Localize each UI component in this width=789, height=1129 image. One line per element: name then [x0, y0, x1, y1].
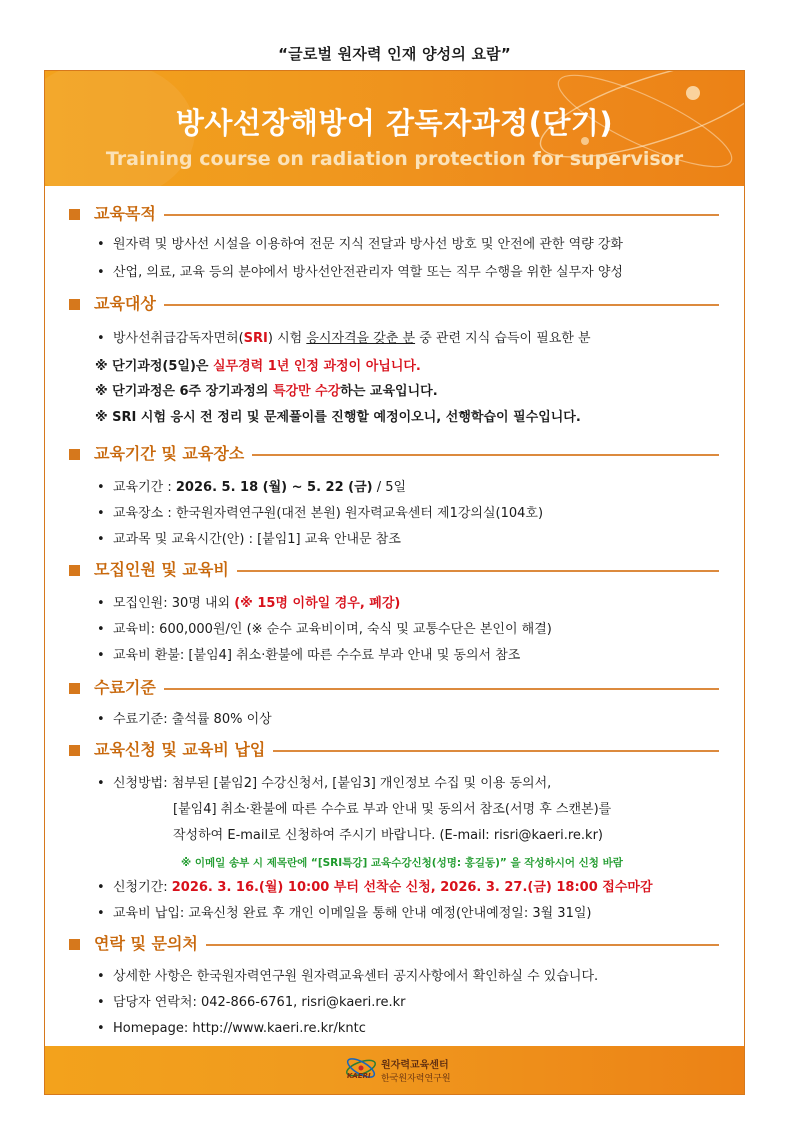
- list-item: • 교과목 및 교육시간(안) : [붙임1] 교육 안내문 참조: [97, 532, 401, 547]
- list-item: • 교육비: 600,000원/인 (※ 순수 교육비이며, 숙식 및 교통수단은 본인이 해결): [97, 622, 552, 637]
- list-item: • 담당자 연락처: 042-866-6761, risri@kaeri.re.kr: [97, 995, 406, 1010]
- section-title: 교육목적: [94, 202, 164, 226]
- section-title: 교육대상: [94, 292, 164, 316]
- section-divider: [94, 214, 719, 216]
- section-divider: [94, 304, 719, 306]
- section-title: 교육기간 및 교육장소: [94, 442, 252, 466]
- section-divider: [94, 688, 719, 690]
- square-bullet-icon: [69, 683, 80, 694]
- email-subject-note: ※ 이메일 송부 시 제목란에 “[SRI특강] 교육수강신청(성명: 홍길동)” 을 작성하시어 신청 바람: [181, 857, 623, 869]
- section-criteria: [69, 676, 719, 702]
- logo-kaeri-text: KAERI: [347, 1072, 371, 1080]
- homepage-link[interactable]: • Homepage: http://www.kaeri.re.kr/kntc: [97, 1021, 366, 1036]
- section-target: [69, 292, 719, 318]
- list-item: • 모집인원: 30명 내외 (※ 15명 이하일 경우, 폐강): [97, 596, 401, 611]
- section-apply: [69, 738, 719, 764]
- list-item: • 원자력 및 방사선 시설을 이용하여 전문 지식 전달과 방사선 방호 및 안전에 관한 역량 강화: [97, 237, 623, 252]
- notice-line: ※ 단기과정(5일)은 실무경력 1년 인정 과정이 아닙니다.: [95, 359, 421, 374]
- notice-line: ※ 단기과정은 6주 장기과정의 특강만 수강하는 교육입니다.: [95, 384, 438, 399]
- atom-logo-icon: [341, 1054, 381, 1086]
- notice-line: ※ SRI 시험 응시 전 정리 및 문제풀이를 진행할 예정이오니, 선행학습이 필수입니다.: [95, 410, 581, 425]
- list-item-continuation: [붙임4] 취소·환불에 따른 수수료 부과 안내 및 동의서 참조(서명 후 스캔본)를: [173, 802, 612, 817]
- footer-bar: [45, 1046, 744, 1094]
- kaeri-logo: [341, 1054, 461, 1086]
- square-bullet-icon: [69, 299, 80, 310]
- list-item: • 수료기준: 출석률 80% 이상: [97, 712, 272, 727]
- list-item: • 신청기간: 2026. 3. 16.(월) 10:00 부터 선착순 신청, 2026. 3. 27.(금) 18:00 접수마감: [97, 880, 653, 895]
- slogan: “글로벌 원자력 인재 양성의 요람”: [278, 45, 511, 63]
- section-title: 수료기준: [94, 676, 164, 700]
- list-item: • 상세한 사항은 한국원자력연구원 원자력교육센터 공지사항에서 확인하실 수 있습니다.: [97, 969, 599, 984]
- list-item: • 방사선취급감독자면허(SRI) 시험 응시자격을 갖춘 분 중 관련 지식 습득이 필요한 분: [97, 331, 591, 346]
- flyer-frame: [44, 70, 745, 1095]
- list-item: • 교육장소 : 한국원자력연구원(대전 본원) 원자력교육센터 제1강의실(104호): [97, 506, 544, 521]
- square-bullet-icon: [69, 565, 80, 576]
- title-banner: [45, 71, 744, 186]
- list-item: • 산업, 의료, 교육 등의 분야에서 방사선안전관리자 역할 또는 직무 수행을 위한 실무자 양성: [97, 265, 623, 280]
- course-title: 방사선장해방어 감독자과정(단기): [175, 106, 614, 140]
- list-item: • 교육기간 : 2026. 5. 18 (월) ~ 5. 22 (금) / 5일: [97, 480, 407, 495]
- section-recruit: [69, 558, 719, 584]
- section-title: 교육신청 및 교육비 납입: [94, 738, 273, 762]
- square-bullet-icon: [69, 449, 80, 460]
- section-title: 모집인원 및 교육비: [94, 558, 237, 582]
- list-item-continuation: 작성하여 E-mail로 신청하여 주시기 바랍니다. (E-mail: risri@kaeri.re.kr): [173, 828, 603, 843]
- list-item: • 교육비 환불: [붙임4] 취소·환불에 따른 수수료 부과 안내 및 동의서 참조: [97, 648, 521, 663]
- square-bullet-icon: [69, 209, 80, 220]
- course-title-english: Training course on radiation protection for supervisor: [105, 148, 684, 170]
- square-bullet-icon: [69, 745, 80, 756]
- section-contact: [69, 932, 719, 958]
- logo-center-name: 원자력교육센터: [381, 1060, 449, 1071]
- section-purpose: [69, 202, 719, 228]
- section-period: [69, 442, 719, 468]
- section-title: 연락 및 문의처: [94, 932, 206, 956]
- square-bullet-icon: [69, 939, 80, 950]
- list-item: • 교육비 납입: 교육신청 완료 후 개인 이메일을 통해 안내 예정(안내예정일: 3월 31일): [97, 906, 592, 921]
- logo-institute-name: 한국원자력연구원: [381, 1074, 451, 1084]
- list-item: • 신청방법: 첨부된 [붙임2] 수강신청서, [붙임3] 개인정보 수집 및 이용 동의서,: [97, 776, 552, 791]
